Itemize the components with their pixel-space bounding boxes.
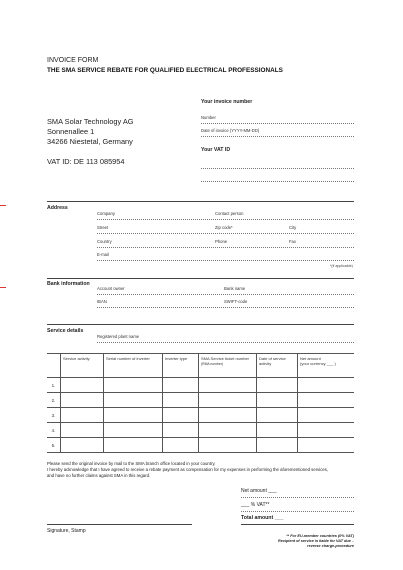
cell-input[interactable]: [199, 378, 257, 393]
invoice-number-field[interactable]: [201, 123, 354, 124]
row-number: 1.: [47, 378, 61, 393]
bank-divider: [47, 278, 354, 279]
service-table: [47, 353, 354, 453]
invoice-date-field[interactable]: [201, 136, 354, 137]
swift-label: SWIFT-code: [224, 299, 248, 304]
company-field[interactable]: [97, 219, 354, 220]
header-net-amount: Net amount (your currency ___ ): [298, 354, 355, 378]
header-number-cell: [47, 354, 61, 378]
cell-input[interactable]: [199, 423, 257, 438]
cell-input[interactable]: [163, 408, 199, 423]
table-row: [47, 408, 354, 423]
header-service-activity: Service activity: [61, 354, 104, 378]
plant-name-label: Registered plant name: [97, 334, 140, 339]
cell-input[interactable]: [61, 438, 104, 453]
cell-input[interactable]: [298, 393, 355, 408]
footnote-line-2: Recipient of service is liable for VAT due –: [277, 539, 354, 543]
iban-label: IBAN: [97, 299, 107, 304]
cell-input[interactable]: [298, 408, 355, 423]
cell-input[interactable]: [298, 378, 355, 393]
zip-label: Zip code*: [215, 225, 233, 230]
bank-heading: Bank information: [47, 281, 90, 287]
form-label: INVOICE FORM: [47, 57, 99, 64]
fax-label: Fax: [289, 239, 296, 244]
cell-input[interactable]: [199, 438, 257, 453]
cell-input[interactable]: [257, 408, 298, 423]
email-field[interactable]: [97, 260, 354, 261]
cell-input[interactable]: [163, 378, 199, 393]
note-line-1: Please send the original invoice by mail to the SMA branch office located in your country.: [47, 461, 216, 466]
iban-field[interactable]: [97, 307, 354, 308]
address-footnote: *(if applicable): [330, 264, 353, 268]
cell-input[interactable]: [257, 438, 298, 453]
header-inverter-type: Inverter type: [163, 354, 199, 378]
row-number: 4.: [47, 423, 61, 438]
cell-input[interactable]: [61, 378, 104, 393]
cell-input[interactable]: [61, 423, 104, 438]
invoice-number-label: Number: [201, 115, 216, 120]
footnote-line-3: reverse charge-procedure: [307, 544, 354, 548]
company-name: SMA Solar Technology AG: [47, 117, 134, 126]
cell-input[interactable]: [163, 393, 199, 408]
cell-input[interactable]: [61, 408, 104, 423]
row-number: 3.: [47, 408, 61, 423]
company-street: Sonnenallee 1: [47, 127, 95, 136]
cell-input[interactable]: [163, 423, 199, 438]
total-amount-field[interactable]: [241, 524, 354, 525]
street-label: Street: [97, 225, 109, 230]
country-label: Country: [97, 239, 112, 244]
net-amount-field[interactable]: [241, 497, 354, 498]
cell-input[interactable]: [61, 393, 104, 408]
cell-input[interactable]: [104, 378, 163, 393]
bank-name-label: Bank name: [224, 286, 246, 291]
signature-label: Signature, Stamp: [47, 528, 86, 534]
cell-input[interactable]: [163, 438, 199, 453]
street-field[interactable]: [97, 233, 354, 234]
note-line-3: and have no further claims against SMA in this regard.: [47, 473, 151, 478]
phone-label: Phone: [215, 239, 228, 244]
currency-sub-label: (your currency ___ ): [300, 361, 336, 366]
cell-input[interactable]: [104, 408, 163, 423]
cell-input[interactable]: [257, 393, 298, 408]
cell-input[interactable]: [199, 393, 257, 408]
page-title: THE SMA SERVICE REBATE FOR QUALIFIED ELECTRICAL PROFESSIONALS: [47, 67, 283, 74]
footnote-line-1: ** For EU-member countries (0% VAT): [286, 534, 354, 538]
table-row: [47, 393, 354, 408]
table-row: [47, 423, 354, 438]
vat-id-heading: Your VAT ID: [201, 147, 231, 153]
address-divider: [47, 201, 354, 202]
cell-input[interactable]: [104, 438, 163, 453]
cell-input[interactable]: [257, 423, 298, 438]
cell-input[interactable]: [298, 438, 355, 453]
email-label: E-mail: [97, 252, 109, 257]
margin-mark-bottom: [0, 287, 6, 288]
account-owner-field[interactable]: [97, 294, 354, 295]
country-field[interactable]: [97, 247, 354, 248]
margin-mark-top: [0, 205, 6, 206]
vat-field[interactable]: [241, 511, 354, 512]
company-city: 34266 Niestetal, Germany: [47, 137, 133, 146]
account-owner-label: Account owner: [97, 286, 125, 291]
cell-input[interactable]: [104, 393, 163, 408]
city-label: City: [289, 225, 297, 230]
cell-input[interactable]: [298, 423, 355, 438]
company-label: Company: [97, 211, 115, 216]
vat-id-field-1[interactable]: [201, 168, 354, 169]
net-amount-label: Net amount ___: [241, 488, 277, 494]
service-table-header: [47, 354, 354, 378]
row-number: 2.: [47, 393, 61, 408]
row-number: 5.: [47, 438, 61, 453]
vat-id-field-2[interactable]: [201, 181, 354, 182]
address-heading: Address: [47, 205, 68, 211]
table-row: [47, 438, 354, 453]
header-ticket-number: SMA Service ticket number (RMA number): [199, 354, 257, 378]
cell-input[interactable]: [257, 378, 298, 393]
signature-line[interactable]: [47, 524, 192, 525]
contact-label: Contact person: [215, 211, 244, 216]
invoice-number-heading: Your invoice number: [201, 99, 253, 105]
header-service-date: Date of service activity: [257, 354, 298, 378]
cell-input[interactable]: [104, 423, 163, 438]
service-divider: [47, 324, 354, 325]
cell-input[interactable]: [199, 408, 257, 423]
header-serial-number: Serial number of inverter: [104, 354, 163, 378]
company-vat-id: VAT ID: DE 113 085954: [47, 157, 125, 166]
service-heading: Service details: [47, 328, 84, 334]
ticket-sub-label: (RMA number): [201, 362, 224, 366]
note-line-2: I hereby acknowledge that I have agreed to receive a rebate payment as compensation for my expenses in performing the aforementioned services,: [47, 467, 329, 472]
total-amount-label: Total amount ___: [241, 515, 284, 521]
invoice-date-label: Date of invoice (YYYY-MM-DD): [201, 128, 260, 133]
table-row: [47, 378, 354, 393]
vat-label: ___ % VAT**: [241, 502, 270, 508]
plant-name-field[interactable]: [97, 342, 354, 343]
